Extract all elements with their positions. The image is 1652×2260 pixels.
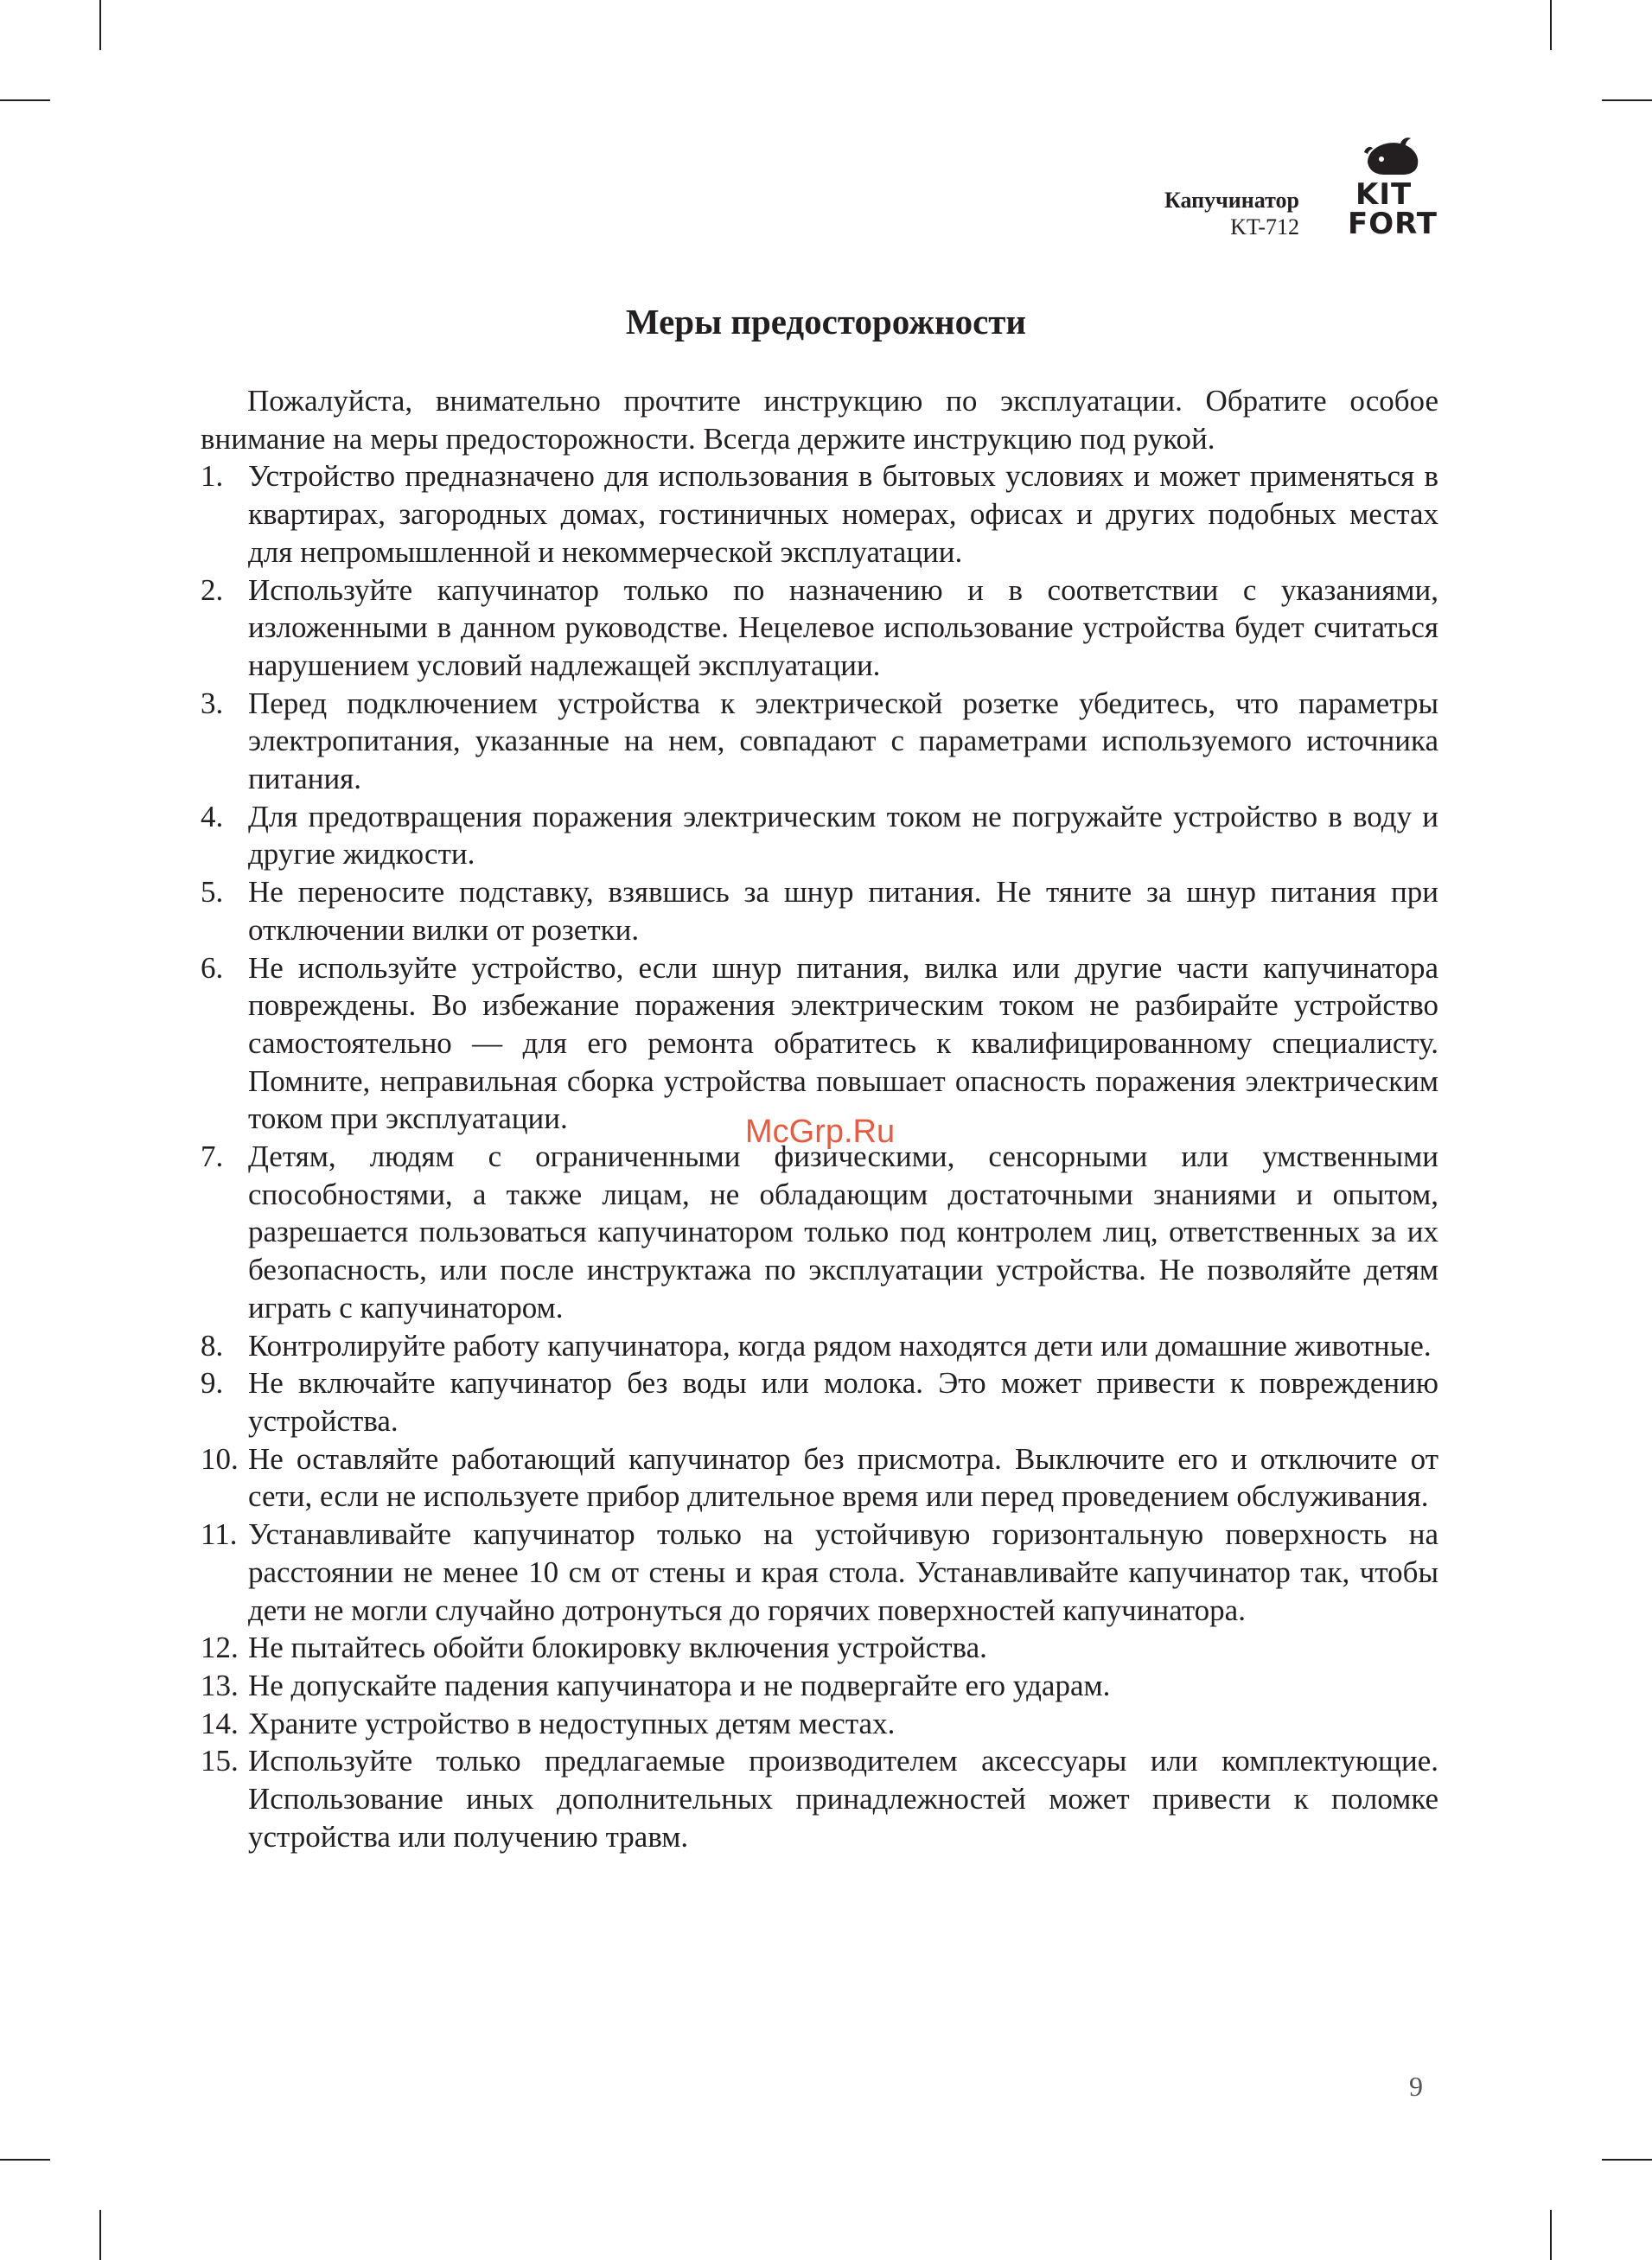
list-item-number: 5. — [201, 875, 224, 910]
list-item-text: Детям, людям с ограниченными физическими, сенсорными или умственными способностями, а также лицам, не обладающим достаточными знаниями и опытом, разрешается пользоваться капучинатором только под контролем лиц, ответственных за их безопасность, или после инструктажа по эксплуатации устройства. Не позволяйте детям играть с капучинатором. — [248, 1140, 1438, 1325]
page-number: 9 — [1409, 2071, 1423, 2102]
list-item — [201, 457, 1438, 571]
list-item-text: Не допускайте падения капучинатора и не подвергайте его ударам. — [248, 1668, 1111, 1702]
logo-text-kit: KIT — [1355, 177, 1413, 212]
crop-mark — [1550, 0, 1552, 50]
list-item-number: 2. — [201, 572, 224, 607]
list-item — [201, 1629, 1438, 1667]
list-item-number: 3. — [201, 686, 224, 720]
whale-icon — [1362, 137, 1423, 176]
list-item — [201, 1138, 1438, 1327]
list-item — [201, 1516, 1438, 1629]
list-item — [201, 1742, 1438, 1855]
list-item-number: 12. — [201, 1631, 239, 1665]
list-item-text: Устанавливайте капучинатор только на устойчивую горизонтальную поверхность на расстоянии не менее 10 см от стены и края стола. Устанавливайте капучинатор так, чтобы дети не могли случайно дотронуться до горячих поверхностей капучинатора. — [248, 1517, 1438, 1627]
list-item-text: Контролируйте работу капучинатора, когда рядом находятся дети или домашние животные. — [248, 1328, 1432, 1363]
list-item-number: 7. — [201, 1140, 224, 1174]
list-item — [201, 1440, 1438, 1516]
list-item-number: 1. — [201, 459, 224, 494]
list-item-text: Храните устройство в недоступных детям местах. — [248, 1706, 896, 1740]
list-item-text: Не пытайтесь обойти блокировку включения устройства. — [248, 1631, 987, 1665]
list-item — [201, 798, 1438, 873]
list-item — [201, 1705, 1438, 1743]
list-item-text: Перед подключением устройства к электрической розетке убедитесь, что параметры электропитания, указанные на нем, совпадают с параметрами используемого источника питания. — [248, 686, 1438, 796]
safety-list — [201, 457, 1438, 1855]
crop-mark — [1602, 2159, 1652, 2161]
list-item-number: 13. — [201, 1668, 239, 1702]
list-item — [201, 685, 1438, 798]
crop-mark — [99, 0, 101, 50]
list-item-number: 6. — [201, 950, 224, 985]
page-title: Меры предосторожности — [625, 302, 1027, 342]
brand-logo — [1345, 137, 1440, 239]
list-item — [201, 1667, 1438, 1705]
list-item-text: Устройство предназначено для использования в бытовых условиях и может применяться в квартирах, загородных домах, гостиничных номерах, офисах и других подобных местах для непромышленной и некоммерческой эксплуатации. — [248, 459, 1438, 569]
watermark: McGrp.Ru — [745, 1114, 896, 1150]
list-item-text: Для предотвращения поражения электрическим током не погружайте устройство в воду и другие жидкости. — [248, 799, 1438, 871]
list-item — [201, 1327, 1438, 1365]
list-item-text: Используйте капучинатор только по назначению и в соответствии с указаниями, изложенными в данном руководстве. Нецелевое использование устройства будет считаться нарушением условий надлежащей эксплуатации. — [248, 572, 1438, 682]
list-item-text: Не оставляйте работающий капучинатор без присмотра. Выключите его и отключите от сети, если не используете прибор длительное время или перед проведением обслуживания. — [248, 1441, 1438, 1514]
product-name: Капучинатор — [1164, 188, 1299, 213]
list-item-number: 14. — [201, 1706, 239, 1740]
list-item — [201, 1364, 1438, 1440]
crop-mark — [99, 2210, 101, 2260]
list-item-text: Используйте только предлагаемые производителем аксессуары или комплектующие. Использование иных дополнительных принадлежностей может привести к поломке устройства или получению травм. — [248, 1744, 1438, 1854]
crop-mark — [0, 99, 50, 101]
page-header — [1164, 187, 1299, 240]
intro-paragraph: Пожалуйста, внимательно прочтите инструкцию по эксплуатации. Обратите особое внимание на меры предосторожности. Всегда держите инструкцию под рукой. — [201, 384, 1438, 456]
logo-text-fort: FORT — [1348, 207, 1438, 241]
list-item-number: 15. — [201, 1744, 239, 1778]
list-item-number: 4. — [201, 799, 224, 833]
product-model: KT-712 — [1230, 214, 1299, 240]
list-item-text: Не используйте устройство, если шнур питания, вилка или другие части капучинатора повреждены. Во избежание поражения электрическим током не разбирайте устройство самостоятельно — для его ремонта обратитесь к квалифицированному специалисту. Помните, неправильная сборка устройства повышает опасность поражения электрическим током при эксплуатации. — [248, 950, 1438, 1136]
crop-mark — [1550, 2210, 1552, 2260]
list-item-number: 8. — [201, 1328, 224, 1363]
list-item-number: 10. — [201, 1441, 239, 1476]
list-item-number: 11. — [201, 1517, 238, 1552]
list-item-number: 9. — [201, 1366, 224, 1401]
crop-mark — [1602, 99, 1652, 101]
list-item-text: Не включайте капучинатор без воды или молока. Это может привести к повреждению устройства. — [248, 1366, 1438, 1438]
list-item — [201, 571, 1438, 685]
list-item — [201, 949, 1438, 1139]
crop-mark — [0, 2159, 50, 2161]
list-item — [201, 873, 1438, 948]
list-item-text: Не переносите подставку, взявшись за шнур питания. Не тяните за шнур питания при отключении вилки от розетки. — [248, 875, 1438, 947]
